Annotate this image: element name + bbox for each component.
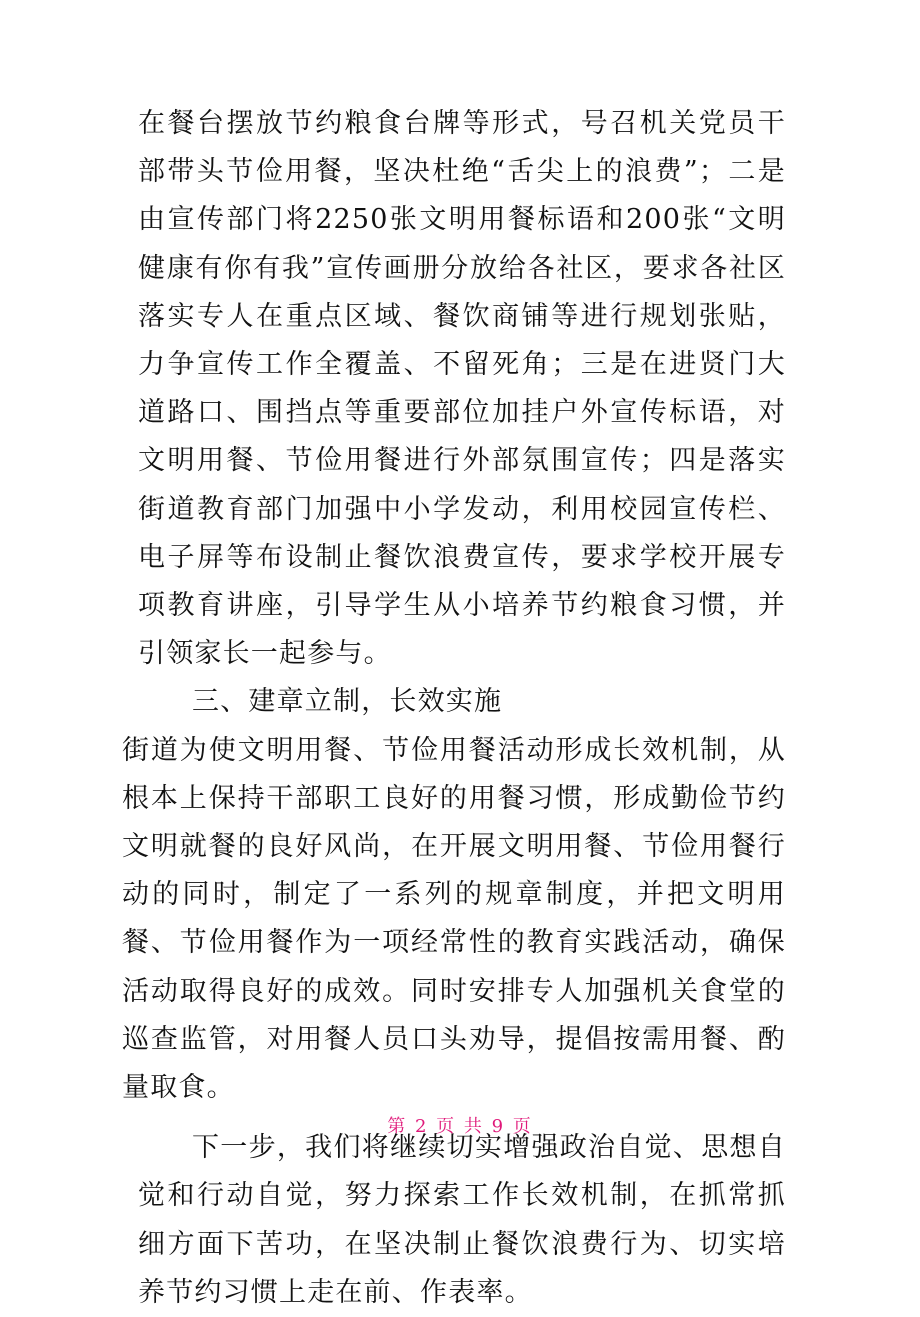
section-heading: 三、建章立制，长效实施 xyxy=(192,686,503,718)
paragraph-next-steps: 下一步，我们将继续切实增强政治自觉、思想自觉和行动自觉，努力探索工作长效机制，在抓常抓细方面下苦功，在坚决制止餐饮浪费行为、切实培养节约习惯上走在前、作表率。 xyxy=(138,1132,786,1308)
page-number-footer: 第 2 页 共 9 页 xyxy=(387,1116,533,1137)
paragraph-continued: 在餐台摆放节约粮食台牌等形式，号召机关党员干部带头节俭用餐，坚决杜绝“舌尖上的浪费”；二是由宣传部门将2250张文明用餐标语和200张“文明健康有你有我”宣传画册分放给各社区，要求各社区落实专人在重点区域、餐饮商铺等进行规划张贴，力争宣传工作全覆盖、不留死角；三是在进贤门大道路口、围挡点等重要部位加挂户外宣传标语，对文明用餐、节俭用餐进行外部氛围宣传；四是落实街道教育部门加强中小学发动，利用校园宣传栏、电子屏等布设制止餐饮浪费宣传，要求学校开展专项教育讲座，引导学生从小培养节约粮食习惯，并引领家长一起参与。 xyxy=(138,108,786,670)
paragraph-section-three: 街道为使文明用餐、节俭用餐活动形成长效机制，从根本上保持干部职工良好的用餐习惯，形成勤俭节约文明就餐的良好风尚，在开展文明用餐、节俭用餐行动的同时，制定了一系列的规章制度，并把文明用餐、节俭用餐作为一项经常性的教育实践活动，确保活动取得良好的成效。同时安排专人加强机关食堂的巡查监管，对用餐人员口头劝导，提倡按需用餐、酌量取食。 xyxy=(122,734,786,1104)
